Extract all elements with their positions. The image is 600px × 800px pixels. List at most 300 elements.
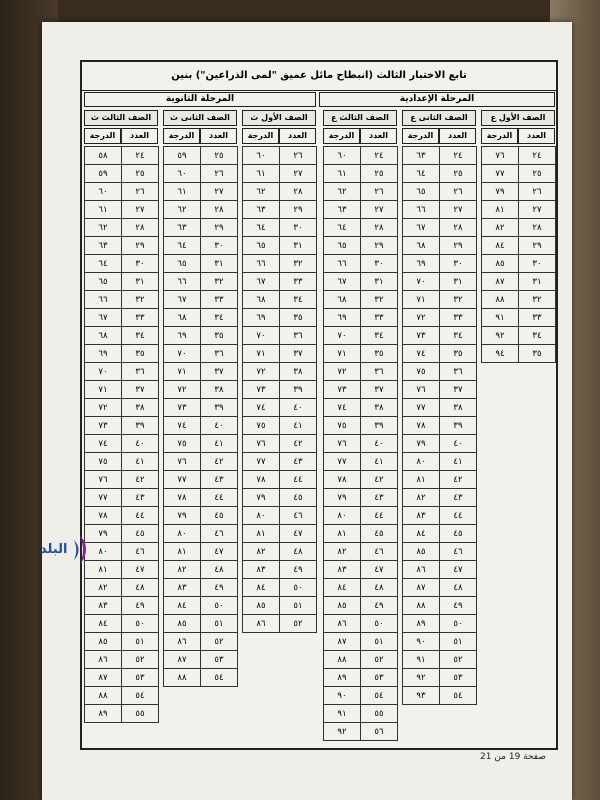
table-row <box>324 183 398 201</box>
count-cell: ٤٤ <box>361 507 398 525</box>
score-cell: ٨٥ <box>164 615 201 633</box>
table-row <box>243 489 317 507</box>
table-row <box>243 345 317 363</box>
table-row <box>243 417 317 435</box>
table-row <box>85 327 159 345</box>
count-cell: ٤١ <box>361 453 398 471</box>
col-header-count: العدد <box>360 128 397 144</box>
score-cell: ٩٢ <box>324 723 361 741</box>
count-cell: ٤٠ <box>122 435 159 453</box>
count-cell: ٣٣ <box>280 273 317 291</box>
table-row <box>324 399 398 417</box>
table-row <box>164 399 238 417</box>
count-cell: ٣٦ <box>122 363 159 381</box>
score-cell: ٧٤ <box>403 345 440 363</box>
score-cell: ٨٩ <box>403 615 440 633</box>
score-cell: ٩٣ <box>403 687 440 705</box>
score-cell: ٨١ <box>403 471 440 489</box>
score-cell: ٧٨ <box>403 417 440 435</box>
count-cell: ٤٩ <box>201 579 238 597</box>
score-cell: ٨٠ <box>164 525 201 543</box>
count-cell: ٢٩ <box>122 237 159 255</box>
count-cell: ٥٤ <box>361 687 398 705</box>
table-row <box>85 219 159 237</box>
table-row <box>85 345 159 363</box>
table-row <box>324 561 398 579</box>
table-row <box>85 489 159 507</box>
table-row <box>403 273 477 291</box>
count-cell: ٣٣ <box>361 309 398 327</box>
count-cell: ٥٤ <box>122 687 159 705</box>
score-cell: ٨٩ <box>85 705 122 723</box>
count-cell: ٣٧ <box>440 381 477 399</box>
count-cell: ٥٠ <box>280 579 317 597</box>
score-cell: ٨١ <box>482 201 519 219</box>
count-cell: ٣٩ <box>280 381 317 399</box>
score-cell: ٨٥ <box>482 255 519 273</box>
table-row <box>164 651 238 669</box>
count-cell: ٢٨ <box>201 201 238 219</box>
score-cell: ٦١ <box>243 165 280 183</box>
score-cell: ٦٤ <box>243 219 280 237</box>
score-cell: ٦٥ <box>403 183 440 201</box>
count-cell: ٢٩ <box>519 237 556 255</box>
table-row <box>482 291 556 309</box>
table-row <box>324 651 398 669</box>
count-cell: ٥٢ <box>440 651 477 669</box>
count-cell: ٤١ <box>122 453 159 471</box>
count-cell: ٤٣ <box>361 489 398 507</box>
count-cell: ٤٧ <box>201 543 238 561</box>
table-row <box>243 165 317 183</box>
table-row <box>85 381 159 399</box>
score-cell: ٦٧ <box>243 273 280 291</box>
count-cell: ٥٣ <box>122 669 159 687</box>
score-cell: ٧٦ <box>85 471 122 489</box>
table-row <box>243 381 317 399</box>
col-header-count: العدد <box>121 128 158 144</box>
count-cell: ٤٦ <box>280 507 317 525</box>
score-cell: ٨٠ <box>85 543 122 561</box>
count-cell: ٥٠ <box>440 615 477 633</box>
table-row <box>324 507 398 525</box>
table-row <box>324 417 398 435</box>
table-row <box>164 507 238 525</box>
count-cell: ٥٥ <box>122 705 159 723</box>
score-cell: ٥٨ <box>85 147 122 165</box>
count-cell: ٣٧ <box>280 345 317 363</box>
count-cell: ٣٦ <box>201 345 238 363</box>
count-cell: ٥٢ <box>201 633 238 651</box>
score-cell: ٦٣ <box>324 201 361 219</box>
count-cell: ٥١ <box>440 633 477 651</box>
score-cell: ٧٣ <box>403 327 440 345</box>
count-cell: ٣١ <box>440 273 477 291</box>
count-cell: ٤٥ <box>361 525 398 543</box>
table-row <box>164 417 238 435</box>
count-cell: ٤٣ <box>440 489 477 507</box>
score-cell: ٦٢ <box>164 201 201 219</box>
score-cell: ٨٨ <box>403 597 440 615</box>
table-row <box>403 165 477 183</box>
col-header-score: الدرجة <box>242 128 279 144</box>
score-sheet <box>80 60 558 750</box>
score-cell: ٨٥ <box>243 597 280 615</box>
table-row <box>243 327 317 345</box>
table-row <box>164 633 238 651</box>
table-row <box>324 471 398 489</box>
table-row <box>324 237 398 255</box>
table-row <box>164 147 238 165</box>
count-cell: ٥٢ <box>122 651 159 669</box>
table-row <box>403 435 477 453</box>
page-number: صفحة 19 من 21 <box>480 752 547 762</box>
table-row <box>243 237 317 255</box>
count-cell: ٤٨ <box>201 561 238 579</box>
count-cell: ٢٥ <box>440 165 477 183</box>
count-cell: ٣٩ <box>361 417 398 435</box>
table-row <box>243 273 317 291</box>
table-row <box>85 273 159 291</box>
table-row <box>164 201 238 219</box>
table-row <box>85 615 159 633</box>
table-row <box>164 273 238 291</box>
table-row <box>164 291 238 309</box>
score-cell: ٨٢ <box>324 543 361 561</box>
score-cell: ٦٩ <box>164 327 201 345</box>
score-cell: ٨٧ <box>403 579 440 597</box>
score-cell: ٦٧ <box>403 219 440 237</box>
table-row <box>403 669 477 687</box>
table-row <box>403 219 477 237</box>
score-cell: ٧٧ <box>85 489 122 507</box>
count-cell: ٤٨ <box>361 579 398 597</box>
table-row <box>403 183 477 201</box>
table-row <box>85 687 159 705</box>
count-cell: ٢٩ <box>440 237 477 255</box>
count-cell: ٤٤ <box>201 489 238 507</box>
score-cell: ٦٦ <box>164 273 201 291</box>
count-cell: ٣٠ <box>280 219 317 237</box>
count-cell: ٥١ <box>361 633 398 651</box>
grade-header-prep-3: الصف الثالث ع <box>323 110 397 126</box>
count-cell: ٣٧ <box>201 363 238 381</box>
count-cell: ٤٢ <box>361 471 398 489</box>
score-cell: ٧٨ <box>164 489 201 507</box>
table-row <box>482 327 556 345</box>
score-cell: ٦٠ <box>85 183 122 201</box>
table-row <box>85 291 159 309</box>
table-row <box>164 219 238 237</box>
table-row <box>324 615 398 633</box>
score-cell: ٧٠ <box>85 363 122 381</box>
count-cell: ٣٧ <box>122 381 159 399</box>
table-row <box>482 255 556 273</box>
score-cell: ٧٦ <box>403 381 440 399</box>
count-cell: ٢٥ <box>519 165 556 183</box>
count-cell: ٤٢ <box>201 453 238 471</box>
stage-header-secondary: المرحلة الثانوية <box>84 92 316 107</box>
table-row <box>324 705 398 723</box>
count-cell: ٣٢ <box>201 273 238 291</box>
table-row <box>324 669 398 687</box>
count-cell: ٥٤ <box>201 669 238 687</box>
count-cell: ٥٣ <box>201 651 238 669</box>
score-cell: ٦٢ <box>85 219 122 237</box>
count-cell: ٢٧ <box>440 201 477 219</box>
score-cell: ٦٦ <box>85 291 122 309</box>
score-cell: ٩٠ <box>403 633 440 651</box>
count-cell: ٢٥ <box>122 165 159 183</box>
table-row <box>164 435 238 453</box>
count-cell: ٣٤ <box>440 327 477 345</box>
table-row <box>85 201 159 219</box>
count-cell: ٤٤ <box>122 507 159 525</box>
score-cell: ٧٨ <box>243 471 280 489</box>
count-cell: ٥٠ <box>122 615 159 633</box>
count-cell: ٤٩ <box>361 597 398 615</box>
score-cell: ٨٣ <box>403 507 440 525</box>
score-table-prep-2 <box>402 146 477 705</box>
table-row <box>243 219 317 237</box>
table-row <box>243 435 317 453</box>
table-row <box>164 309 238 327</box>
score-cell: ٨٥ <box>403 543 440 561</box>
grade-header-sec-1: الصف الأول ث <box>242 110 316 126</box>
score-cell: ٧٥ <box>403 363 440 381</box>
score-cell: ٧٤ <box>164 417 201 435</box>
table-row <box>85 183 159 201</box>
grade-header-prep-1: الصف الأول ع <box>481 110 555 126</box>
count-cell: ٥٢ <box>280 615 317 633</box>
score-cell: ٥٩ <box>164 147 201 165</box>
col-header-score: الدرجة <box>402 128 439 144</box>
count-cell: ٤٥ <box>122 525 159 543</box>
score-cell: ٩١ <box>482 309 519 327</box>
score-cell: ٨٣ <box>243 561 280 579</box>
document-page <box>42 22 572 800</box>
score-cell: ٦٨ <box>164 309 201 327</box>
table-row <box>403 201 477 219</box>
table-row <box>482 345 556 363</box>
count-cell: ٣٤ <box>280 291 317 309</box>
count-cell: ٤٣ <box>122 489 159 507</box>
table-row <box>164 381 238 399</box>
score-cell: ٨٢ <box>85 579 122 597</box>
col-header-count: العدد <box>518 128 555 144</box>
score-cell: ٧٩ <box>243 489 280 507</box>
count-cell: ٢٨ <box>280 183 317 201</box>
score-cell: ٨٨ <box>164 669 201 687</box>
count-cell: ٢٩ <box>361 237 398 255</box>
score-cell: ٨٦ <box>164 633 201 651</box>
score-table-sec-3 <box>84 146 159 723</box>
count-cell: ٢٦ <box>519 183 556 201</box>
count-cell: ٤١ <box>280 417 317 435</box>
count-cell: ٢٧ <box>361 201 398 219</box>
count-cell: ٥٢ <box>361 651 398 669</box>
count-cell: ٣٠ <box>519 255 556 273</box>
count-cell: ٤٤ <box>280 471 317 489</box>
count-cell: ٤٦ <box>361 543 398 561</box>
count-cell: ٣٢ <box>280 255 317 273</box>
table-row <box>243 507 317 525</box>
score-cell: ٧٢ <box>164 381 201 399</box>
score-cell: ٨٢ <box>482 219 519 237</box>
count-cell: ٣٤ <box>361 327 398 345</box>
count-cell: ٣٥ <box>280 309 317 327</box>
count-cell: ٢٧ <box>201 183 238 201</box>
count-cell: ٣١ <box>519 273 556 291</box>
score-cell: ٧٨ <box>85 507 122 525</box>
table-row <box>243 147 317 165</box>
table-row <box>243 399 317 417</box>
table-row <box>324 597 398 615</box>
score-cell: ٦٤ <box>403 165 440 183</box>
table-row <box>164 525 238 543</box>
table-row <box>164 345 238 363</box>
score-cell: ٧٧ <box>164 471 201 489</box>
table-row <box>85 255 159 273</box>
table-row <box>403 543 477 561</box>
table-row <box>403 147 477 165</box>
table-row <box>403 291 477 309</box>
score-cell: ٨٩ <box>324 669 361 687</box>
score-cell: ٥٩ <box>85 165 122 183</box>
score-cell: ٧٦ <box>482 147 519 165</box>
table-row <box>324 435 398 453</box>
score-table-prep-3 <box>323 146 398 741</box>
score-cell: ٩١ <box>324 705 361 723</box>
grade-header-sec-3: الصف الثالث ث <box>84 110 158 126</box>
count-cell: ٤٠ <box>201 417 238 435</box>
score-cell: ٨١ <box>164 543 201 561</box>
score-cell: ٩٢ <box>403 669 440 687</box>
count-cell: ٣٩ <box>440 417 477 435</box>
count-cell: ٢٤ <box>440 147 477 165</box>
table-row <box>482 219 556 237</box>
table-row <box>164 615 238 633</box>
count-cell: ٥١ <box>201 615 238 633</box>
score-cell: ٨٦ <box>243 615 280 633</box>
count-cell: ٤٠ <box>361 435 398 453</box>
count-cell: ٤٢ <box>122 471 159 489</box>
score-cell: ٧٣ <box>85 417 122 435</box>
table-row <box>482 165 556 183</box>
count-cell: ٤٨ <box>440 579 477 597</box>
count-cell: ٣٥ <box>201 327 238 345</box>
score-cell: ٧٣ <box>243 381 280 399</box>
score-cell: ٧١ <box>85 381 122 399</box>
table-row <box>324 345 398 363</box>
count-cell: ٤٢ <box>280 435 317 453</box>
count-cell: ٣٢ <box>440 291 477 309</box>
table-row <box>324 147 398 165</box>
score-cell: ٦٦ <box>243 255 280 273</box>
count-cell: ٢٧ <box>280 165 317 183</box>
table-row <box>324 489 398 507</box>
score-cell: ٦٦ <box>403 201 440 219</box>
table-row <box>85 453 159 471</box>
table-row <box>243 561 317 579</box>
table-row <box>324 327 398 345</box>
score-cell: ٨٢ <box>164 561 201 579</box>
score-cell: ٦١ <box>324 165 361 183</box>
score-cell: ٦٩ <box>403 255 440 273</box>
count-cell: ٣٢ <box>122 291 159 309</box>
table-row <box>403 633 477 651</box>
count-cell: ٥٠ <box>201 597 238 615</box>
score-cell: ٩٢ <box>482 327 519 345</box>
col-header-score: الدرجة <box>163 128 200 144</box>
score-cell: ٦٧ <box>85 309 122 327</box>
table-row <box>85 579 159 597</box>
table-row <box>324 201 398 219</box>
count-cell: ٢٤ <box>361 147 398 165</box>
count-cell: ٥٦ <box>361 723 398 741</box>
col-header-score: الدرجة <box>481 128 518 144</box>
score-cell: ٦٩ <box>85 345 122 363</box>
table-row <box>324 291 398 309</box>
count-cell: ٣٣ <box>519 309 556 327</box>
count-cell: ٣٤ <box>519 327 556 345</box>
count-cell: ٣٥ <box>361 345 398 363</box>
count-cell: ٤٣ <box>201 471 238 489</box>
score-cell: ٨١ <box>324 525 361 543</box>
table-row <box>85 309 159 327</box>
score-cell: ٦٧ <box>164 291 201 309</box>
count-cell: ٣٨ <box>280 363 317 381</box>
score-cell: ٧٠ <box>403 273 440 291</box>
table-row <box>85 363 159 381</box>
table-row <box>243 255 317 273</box>
score-cell: ٦٥ <box>164 255 201 273</box>
score-cell: ٦٨ <box>403 237 440 255</box>
score-cell: ٦٣ <box>403 147 440 165</box>
table-row <box>324 219 398 237</box>
count-cell: ٥٥ <box>361 705 398 723</box>
count-cell: ٣٩ <box>122 417 159 435</box>
table-row <box>243 579 317 597</box>
score-cell: ٩١ <box>403 651 440 669</box>
col-header-score: الدرجة <box>323 128 360 144</box>
score-cell: ٩٠ <box>324 687 361 705</box>
table-row <box>324 309 398 327</box>
score-cell: ٨٨ <box>324 651 361 669</box>
table-row <box>164 489 238 507</box>
score-cell: ٨٢ <box>403 489 440 507</box>
table-row <box>85 165 159 183</box>
score-cell: ٨٨ <box>482 291 519 309</box>
table-row <box>85 435 159 453</box>
score-cell: ٦٣ <box>243 201 280 219</box>
score-cell: ٨١ <box>85 561 122 579</box>
count-cell: ٢٥ <box>201 147 238 165</box>
score-cell: ٧٨ <box>324 471 361 489</box>
score-cell: ٨١ <box>243 525 280 543</box>
score-cell: ٧٥ <box>243 417 280 435</box>
table-row <box>324 525 398 543</box>
score-cell: ٧٦ <box>164 453 201 471</box>
table-row <box>243 309 317 327</box>
count-cell: ٣١ <box>361 273 398 291</box>
count-cell: ٤١ <box>440 453 477 471</box>
count-cell: ٤٩ <box>280 561 317 579</box>
count-cell: ٣٧ <box>361 381 398 399</box>
score-table-prep-1 <box>481 146 556 363</box>
score-cell: ٧٩ <box>85 525 122 543</box>
score-cell: ٧١ <box>243 345 280 363</box>
